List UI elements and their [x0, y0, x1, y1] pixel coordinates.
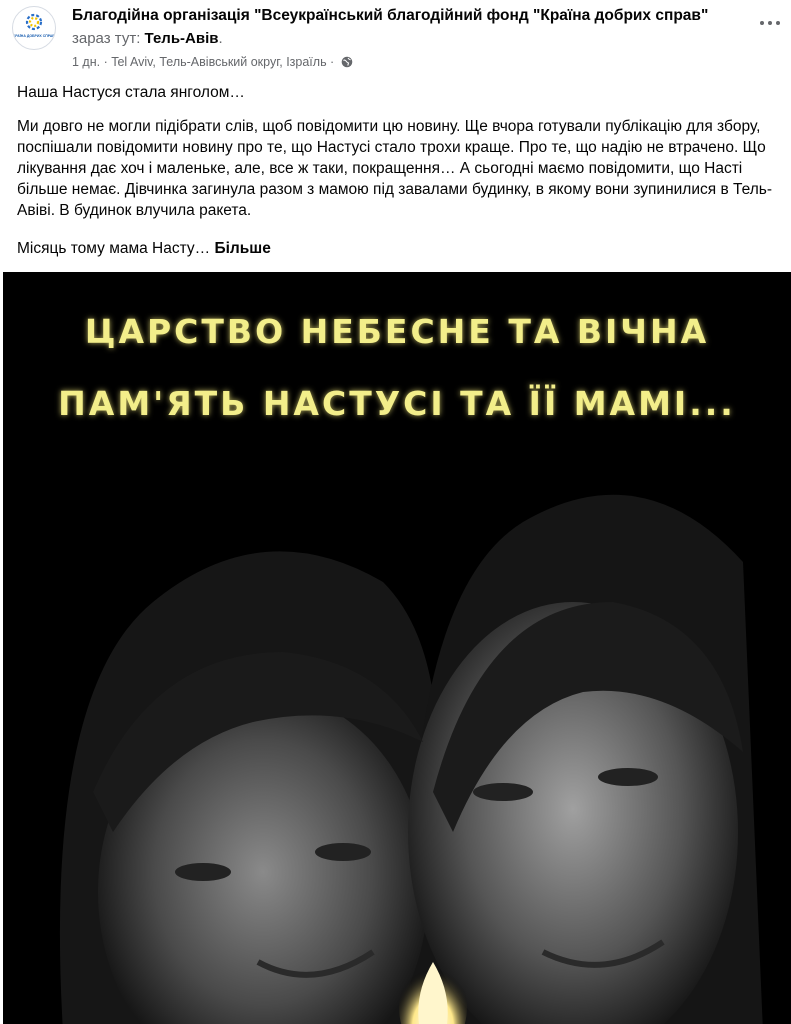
globe-icon[interactable] [341, 56, 353, 68]
checkin-prefix: зараз тут: [72, 30, 145, 47]
post-text-paragraph: Ми довго не могли підібрати слів, щоб повідомити цю новину. Ще вчора готували публікацію для збору, поспішали повідомити новину про те, що Настусі стало трохи краще. Про те, що надію не втрачено. Що лікування дає хоч і маленьке, але, все ж таки, покращення… А сьогодні маємо повідомити, що Насті більше немає. Дівчинка загинула разом з мамою під завалами будинку, в якому вони зупинилися в Тель-Авіві. В будинок влучила ракета. [17, 118, 772, 219]
memorial-caption-line1: ЦАРСТВО НЕБЕСНЕ ТА ВІЧНА [84, 312, 710, 351]
post-header [0, 0, 791, 78]
memorial-caption-line2: ПАМ'ЯТЬ НАСТУСІ ТА ЇЇ МАМІ... [58, 384, 736, 423]
post-text-paragraph: Наша Настуся стала янголом… [17, 84, 245, 101]
charity-logo-icon [13, 7, 55, 49]
post-photo[interactable] [3, 272, 791, 1024]
page-name-link[interactable]: Благодійна організація "Всеукраїнський благодійний фонд "Країна добрих справ" [72, 7, 709, 24]
page-avatar[interactable] [12, 6, 56, 50]
post-text-paragraph [17, 238, 777, 259]
timestamp-location[interactable]: 1 дн. · Tel Aviv, Тель-Авівський округ, Ізраїль · [72, 55, 335, 69]
avatar-caption: КРАЇНА ДОБРИХ СПРАВ [13, 34, 55, 38]
post-meta [72, 55, 353, 69]
more-options-icon[interactable] [756, 12, 784, 32]
checkin-suffix: . [218, 30, 223, 47]
checkin-line [72, 30, 223, 47]
checkin-place-link[interactable]: Тель-Авів [144, 30, 219, 47]
truncated-text: Місяць тому мама Насту… [17, 240, 215, 257]
see-more-link[interactable]: Більше [214, 240, 271, 257]
